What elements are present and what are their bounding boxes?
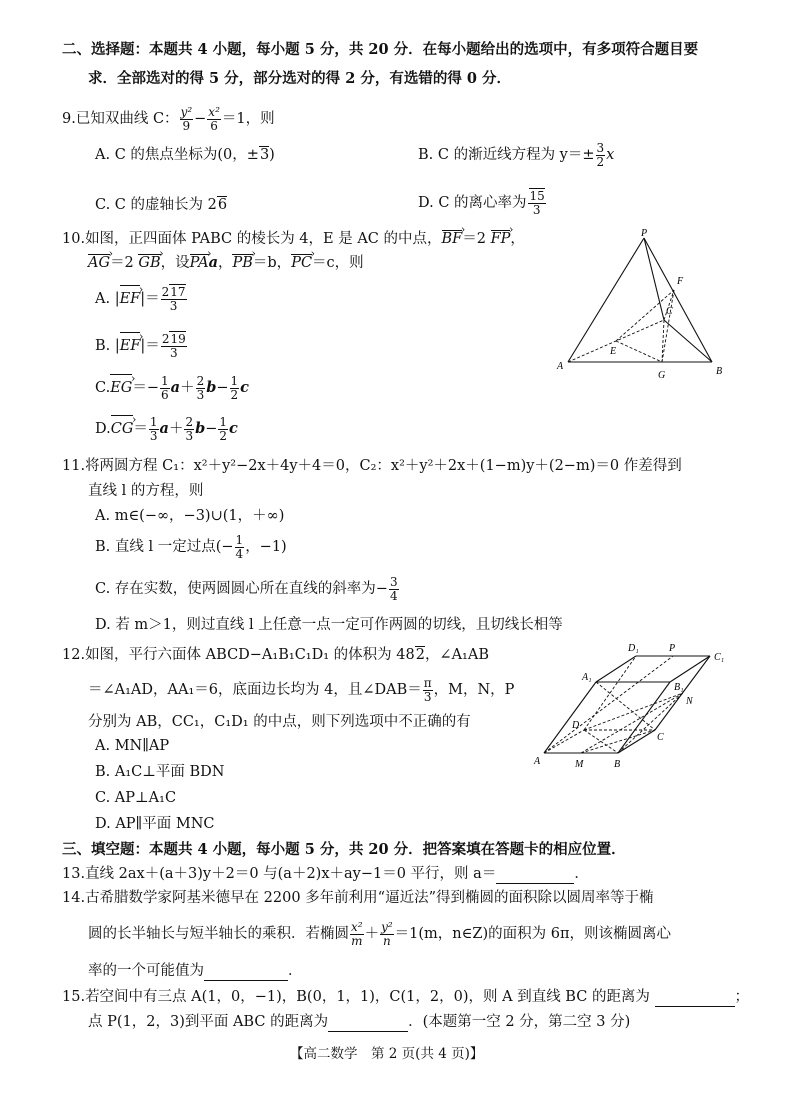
q9-option-c: C. C 的虚轴长为 26 xyxy=(95,197,228,213)
q12-option-d: D. AP∥平面 MNC xyxy=(95,816,215,832)
q15-line1: 15.若空间中有三点 A(1，0，−1)，B(0，1，1)，C(1，2，0)，则 A 到直线 BC 的距离为 ； xyxy=(62,989,750,1005)
q15-answer-blank-2[interactable] xyxy=(328,1015,408,1032)
label-b1: B₁ xyxy=(674,682,684,693)
section2-line2: 求．全部选对的得 5 分，部分选对的得 2 分，有选错的得 0 分． xyxy=(88,70,512,87)
segment-db xyxy=(584,730,618,753)
edge-bc xyxy=(664,320,712,362)
q14-line1: 14.古希腊数学家阿基米德早在 2200 多年前利用“逼近法”得到椭圆的面积除以圆周率等于椭 xyxy=(62,890,654,906)
parallelepiped-figure xyxy=(528,640,738,774)
label-c1: C₁ xyxy=(714,652,725,663)
label-f: F xyxy=(677,276,684,287)
q15-answer-blank-1[interactable] xyxy=(655,990,735,1007)
segment-bn xyxy=(618,693,683,753)
q14-line3: 率的一个可能值为 ． xyxy=(88,963,303,979)
q11-option-c: C. 存在实数，使两圆圆心所在直线的斜率为− $\frac{3}{4}$ xyxy=(95,574,398,603)
q12-option-b: B. A₁C⊥平面 BDN xyxy=(95,764,225,780)
q9-option-d: D. C 的离心率为 $\frac{15}{3}$ xyxy=(418,188,545,217)
label-b: B xyxy=(716,366,723,377)
label-p: P xyxy=(669,643,676,654)
edge-ad xyxy=(544,730,584,753)
label-p: P xyxy=(641,228,648,239)
q12-line1: 12.如图，平行六面体 ABCD−A₁B₁C₁D₁ 的体积为 482，∠A₁AB xyxy=(62,647,489,663)
q12-line2: ＝∠A₁AD，AA₁＝6，底面边长均为 4，且∠DAB＝ $\frac{\pi}{3}$ ，M，N，P xyxy=(88,675,515,704)
edge-b1c1 xyxy=(670,656,710,682)
label-c: C xyxy=(666,306,673,317)
label-g: G xyxy=(658,370,666,381)
label-a1: A₁ xyxy=(582,672,592,683)
label-d: D xyxy=(572,720,580,731)
edge-bc xyxy=(618,730,655,753)
q9-stem: 9.已知双曲线 C： $\frac{\text{y²}}{9}$ − $\frac{\text{x²}}{6}$ ＝1，则 xyxy=(62,104,275,133)
q12-line3: 分别为 AB，CC₁，C₁D₁ 的中点，则下列选项中不正确的有 xyxy=(88,714,471,730)
edge-a1d1 xyxy=(596,656,636,682)
q11-line2: 直线 l 的方程，则 xyxy=(88,483,204,499)
q9-option-a: A. C 的焦点坐标为(0，±3) xyxy=(95,147,275,163)
q9-option-b: B. C 的渐近线方程为 y＝± $\frac{3}{2}$ x xyxy=(418,140,615,169)
q10-line2: AG ›＝2 GB ›，设PA ›a，PB ›＝b，PC ›＝c，则 xyxy=(88,253,364,273)
label-n: N xyxy=(686,696,693,707)
q14-line2: 圆的长半轴长与短半轴长的乘积．若椭圆 $\frac{\text{x²}}{m}$ ＋ $\frac{\text{y²}}{n}$ ＝1(m，n∈Z)的面积为 6π，则该椭圆离心 xyxy=(88,919,671,948)
q10-line1: 10.如图，正四面体 PABC 的棱长为 4，E 是 AC 的中点，BF ›＝2 FP ›， xyxy=(62,229,525,249)
edge-pa xyxy=(568,238,644,362)
q11-option-a: A. m∈(−∞，−3)∪(1，＋∞) xyxy=(95,508,285,524)
label-d1: D₁ xyxy=(628,643,639,654)
label-a: A xyxy=(557,361,564,372)
page-footer: 【高二数学 第 2 页(共 4 页)】 xyxy=(290,1046,484,1062)
q10-option-a: A. |EF ›|＝ $\frac{217}{3}$ xyxy=(95,284,188,314)
q11-line1: 11.将两圆方程 C₁：x²＋y²−2x＋4y＋4＝0，C₂：x²＋y²＋2x＋(1−m)y＋(2−m)＝0 作差得到 xyxy=(62,458,682,474)
q10-option-c: C.EG ›＝− $\frac{1}{6}$ a＋ $\frac{2}{3}$ b− $\frac{1}{2}$ c xyxy=(95,373,249,403)
q12-option-c: C. AP⊥A₁C xyxy=(95,790,177,806)
label-m: M xyxy=(575,759,584,770)
edge-aa1 xyxy=(544,682,596,753)
q10-option-d: D.CG ›＝ $\frac{1}{3}$ a＋ $\frac{2}{3}$ b− $\frac{1}{2}$ c xyxy=(95,414,238,444)
section3-title: 三、填空题：本题共 4 小题，每小题 5 分，共 20 分．把答案填在答题卡的相应位置． xyxy=(62,841,626,858)
edge-pb xyxy=(644,238,712,362)
q10-option-b: B. |EF ›|＝ $\frac{219}{3}$ xyxy=(95,331,188,361)
label-c: C xyxy=(657,732,664,743)
q13-answer-blank[interactable] xyxy=(496,867,574,884)
segment-eg xyxy=(616,341,662,362)
section2-line1: 二、选择题：本题共 4 小题，每小题 5 分，共 20 分．在每小题给出的选项中，有多项符合题目要 xyxy=(62,41,699,58)
tetrahedron-figure xyxy=(552,226,732,382)
q14-answer-blank[interactable] xyxy=(204,964,288,981)
label-a: A xyxy=(534,756,541,767)
label-e: E xyxy=(610,346,617,357)
segment-a1c xyxy=(596,682,655,730)
q12-option-a: A. MN∥AP xyxy=(95,738,170,754)
label-b: B xyxy=(614,759,621,770)
q15-line2: 点 P(1，2，3)到平面 ABC 的距离为 ．(本题第一空 2 分，第二空 3 分) xyxy=(88,1014,631,1030)
segment-mc xyxy=(581,730,655,753)
q11-option-d: D. 若 m＞1，则过直线 l 上任意一点一定可作两圆的切线，且切线长相等 xyxy=(95,617,563,633)
q13-line: 13.直线 2ax＋(a＋3)y＋2＝0 与(a＋2)x＋ay−1＝0 平行，则 a＝ ． xyxy=(62,866,589,882)
q11-option-b: B. 直线 l 一定过点(− $\frac{1}{4}$ ，−1) xyxy=(95,532,287,561)
